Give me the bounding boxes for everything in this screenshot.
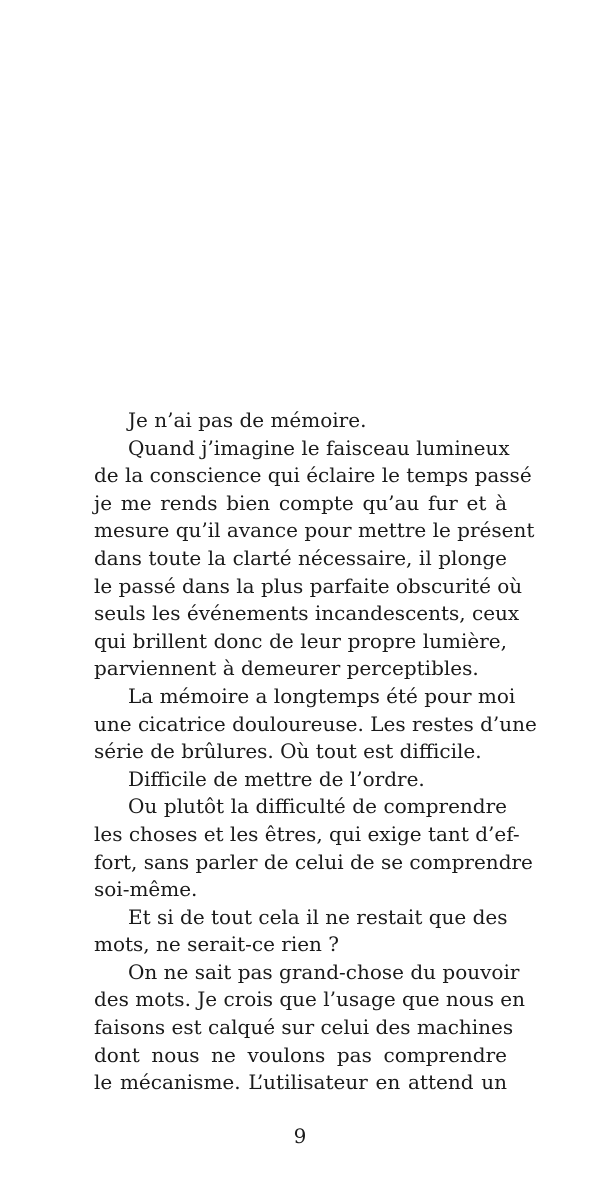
text-line: On ne sait pas grand-chose du pouvoir: [128, 959, 520, 984]
text-line: mots, ne serait-ce rien ?: [94, 932, 340, 957]
text-line: dont nous ne voulons pas comprendre: [94, 1042, 507, 1067]
text-line: Ou plutôt la difficulté de comprendre: [128, 794, 507, 819]
text-line: je me rends bien compte qu’au fur et à: [94, 490, 507, 515]
text-line: les choses et les êtres, qui exige tant d’ef-: [94, 821, 520, 846]
text-line: le passé dans la plus parfaite obscurité où: [94, 573, 523, 598]
text-line: de la conscience qui éclaire le temps passé: [94, 463, 532, 488]
text-line: La mémoire a longtemps été pour moi: [128, 683, 516, 708]
text-line: Difficile de mettre de l’ordre.: [128, 766, 425, 791]
text-line: fort, sans parler de celui de se comprendre: [94, 849, 533, 874]
body-text: [94, 407, 537, 1097]
text-line: le mécanisme. L’utilisateur en attend un: [94, 1070, 507, 1095]
text-line: faisons est calqué sur celui des machines: [94, 1015, 514, 1040]
page-number: 9: [293, 1124, 307, 1148]
text-line: qui brillent donc de leur propre lumière,: [94, 628, 507, 653]
text-line: soi-même.: [94, 877, 198, 902]
text-line: Je n’ai pas de mémoire.: [128, 408, 367, 432]
text-line: Et si de tout cela il ne restait que des: [128, 904, 508, 929]
text-line: mesure qu’il avance pour mettre le présent: [94, 518, 535, 543]
text-line: des mots. Je crois que l’usage que nous en: [94, 987, 526, 1012]
text-line: Quand j’imagine le faisceau lumineux: [128, 435, 510, 460]
text-line: dans toute la clarté nécessaire, il plonge: [94, 545, 507, 570]
text-line: série de brûlures. Où tout est difficile.: [94, 739, 482, 764]
text-line: seuls les événements incandescents, ceux: [94, 601, 520, 626]
text-line: parviennent à demeurer perceptibles.: [94, 656, 479, 681]
text-line: une cicatrice douloureuse. Les restes d’une: [94, 711, 537, 736]
